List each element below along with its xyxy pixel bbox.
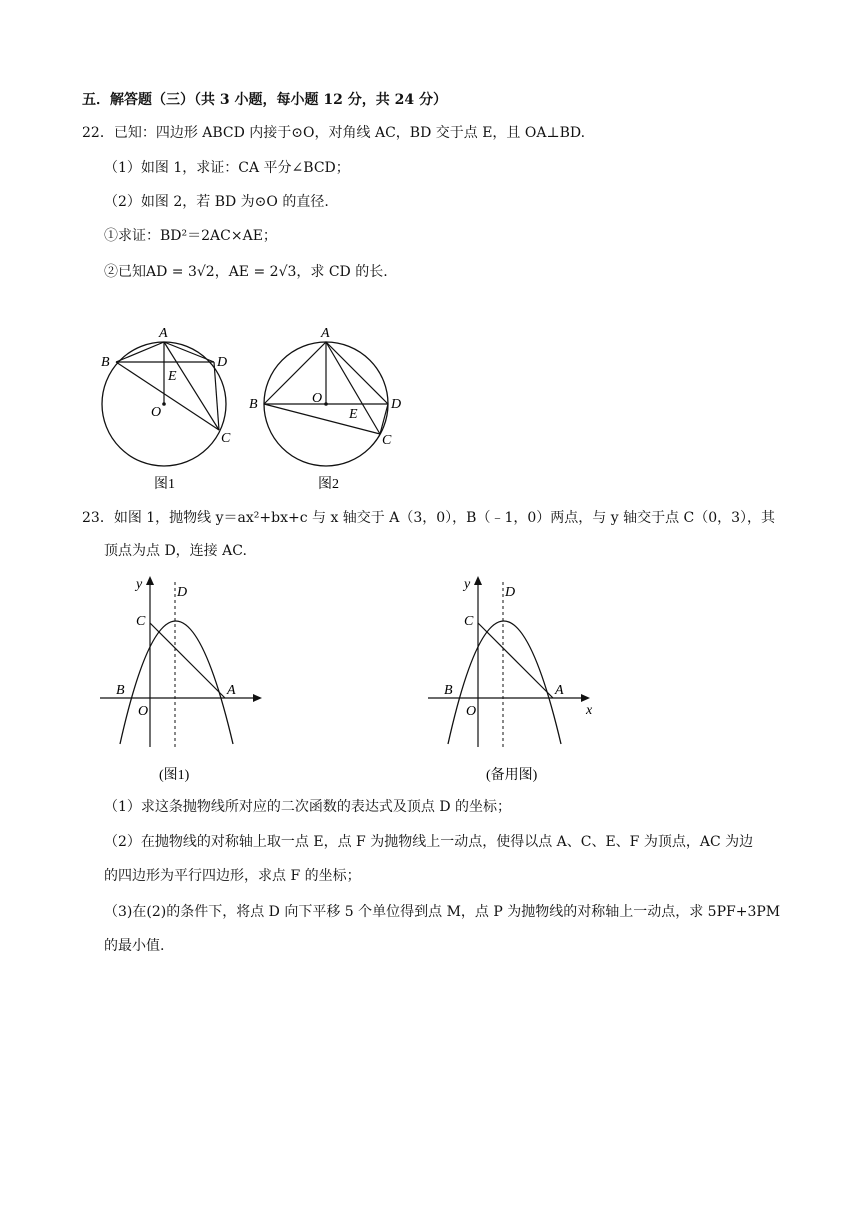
label-b: B (249, 397, 258, 412)
label-c: C (136, 614, 146, 629)
label-a: A (321, 326, 330, 341)
q22-stem: 22．已知：四边形 ABCD 内接于⊙O，对角线 AC，BD 交于点 E，且 OA⊥BD. (82, 125, 586, 141)
segment-ac (150, 623, 225, 698)
q23-stem-line2: 顶点为点 D，连接 AC. (104, 543, 247, 559)
label-b: B (444, 683, 453, 698)
q23-backup-figure (424, 572, 614, 788)
diagonal-ac (164, 342, 219, 430)
q23-part3-line1: （3)在(2)的条件下，将点 D 向下平移 5 个单位得到点 M，点 P 为抛物线的对称轴上一动点，求 5PF+3PM (104, 904, 781, 920)
y-axis-arrow (146, 576, 154, 585)
label-a: A (227, 683, 236, 698)
label-o: O (466, 704, 477, 719)
q23-part3-line2: 的最小值. (104, 938, 165, 954)
label-b: B (101, 355, 110, 370)
q23-figure-1 (96, 572, 276, 788)
label-d: D (391, 397, 402, 412)
q23-part1: （1）求这条抛物线所对应的二次函数的表达式及顶点 D 的坐标； (104, 799, 512, 815)
q22-part1: （1）如图 1，求证：CA 平分∠BCD； (104, 160, 350, 176)
label-c: C (382, 433, 392, 448)
q22-figure-1 (96, 322, 246, 492)
q23-fig2-caption: (备用图) (486, 768, 538, 783)
q23-stem-line1: 23．如图 1，抛物线 y＝ax²+bx+c 与 x 轴交于 A（3，0），B（﹣1，0）两点，与 y 轴交于点 C（0，3），其 (82, 510, 776, 526)
fig1-caption: 图1 (154, 477, 175, 492)
segment-ac (478, 623, 553, 698)
side-bc (264, 404, 380, 434)
q23-part2-line2: 的四边形为平行四边形，求点 F 的坐标； (104, 868, 361, 884)
label-e: E (349, 407, 358, 422)
x-axis-arrow (253, 694, 262, 702)
label-a: A (555, 683, 564, 698)
label-d: D (217, 355, 228, 370)
fig2-caption: 图2 (318, 477, 339, 492)
q23-part2-line1: （2）在抛物线的对称轴上取一点 E，点 F 为抛物线上一动点，使得以点 A、C、E、F 为顶点，AC 为边 (104, 834, 754, 850)
label-o: O (138, 704, 149, 719)
label-c: C (464, 614, 474, 629)
parabola (448, 621, 561, 744)
label-a: A (159, 326, 168, 341)
label-o: O (312, 391, 323, 406)
y-axis-arrow (474, 576, 482, 585)
q22-part2: （2）如图 2，若 BD 为⊙O 的直径. (104, 194, 329, 210)
label-y: y (136, 577, 143, 592)
label-c: C (221, 431, 231, 446)
center-dot (324, 402, 328, 406)
label-e: E (168, 369, 177, 384)
parabola (120, 621, 233, 744)
x-axis-arrow (581, 694, 590, 702)
section-heading: 五．解答题（三）（共 3 小题，每小题 12 分，共 24 分） (82, 92, 447, 108)
label-b: B (116, 683, 125, 698)
center-dot (162, 402, 166, 406)
label-y: y (464, 577, 471, 592)
label-x: x (586, 703, 593, 718)
label-d: D (505, 585, 516, 600)
q23-fig1-caption: (图1) (159, 768, 190, 783)
label-d: D (177, 585, 188, 600)
q22-sub1: ①求证：BD²＝2AC×AE； (104, 228, 277, 244)
q22-sub2: ②已知AD = 3√2，AE = 2√3，求 CD 的长. (104, 264, 388, 280)
q22-figure-2 (248, 322, 408, 492)
label-o: O (151, 405, 162, 420)
